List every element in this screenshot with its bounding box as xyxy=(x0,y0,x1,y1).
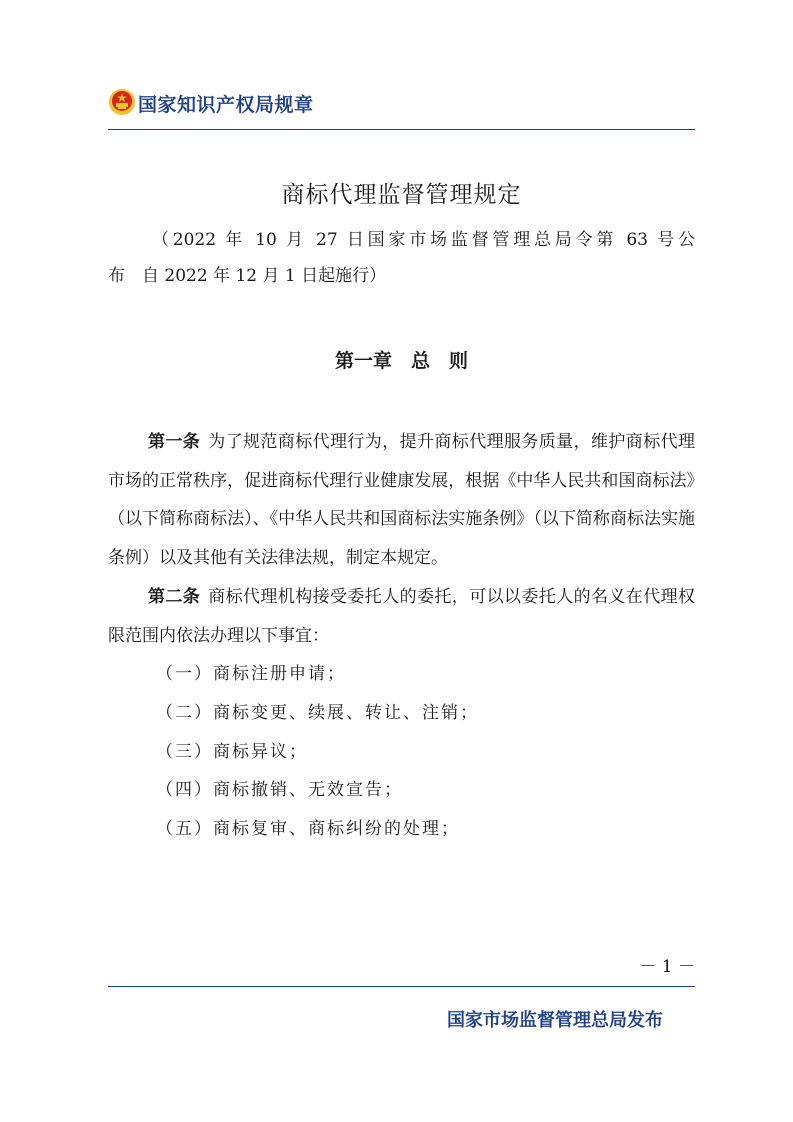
article-text: 商标代理机构接受委托人的委托，可以以委托人的名义在代理权限范围内依法办理以下事宜： xyxy=(108,586,696,646)
document-body xyxy=(108,423,695,849)
article-label: 第二条 xyxy=(148,586,201,607)
chapter-heading: 第一章 总 则 xyxy=(334,350,468,372)
footer-divider xyxy=(108,986,695,987)
header xyxy=(108,84,695,130)
list-item: （四）商标撤销、无效宣告； xyxy=(156,780,403,801)
article-label: 第一条 xyxy=(148,432,201,452)
list-item: （一）商标注册申请； xyxy=(156,664,346,685)
subtitle-line-1: （2022 年 10 月 27 日国家市场监督管理总局令第 63 号公 xyxy=(152,230,695,250)
footer-publisher: 国家市场监督管理总局发布 xyxy=(447,1010,663,1031)
header-divider xyxy=(108,129,695,130)
list-item: （二）商标变更、续展、转让、注销； xyxy=(156,702,479,723)
list-item: （五）商标复审、商标纠纷的处理； xyxy=(156,819,460,840)
article-text: 为了规范商标代理行为，提升商标代理服务质量，维护商标代理市场的正常秩序，促进商标代理行业健康发展，根据《中华人民共和国商标法》（以下简称商标法）、《中华人民共和国商标法实施条例》（以下简称商标法实施条例）以及其他有关法律法规，制定本规定。 xyxy=(108,432,696,569)
header-title: 国家知识产权局规章 xyxy=(138,94,314,116)
document-subtitle xyxy=(108,222,695,294)
article-2 xyxy=(108,578,695,655)
page-number: － 1 － xyxy=(639,957,695,977)
subtitle-line-2: 布 自 2022 年 12 月 1 日起施行） xyxy=(108,266,387,286)
article-1 xyxy=(108,423,695,578)
document-title: 商标代理监督管理规定 xyxy=(281,182,522,208)
national-emblem-icon xyxy=(108,88,136,116)
list-item: （三）商标异议； xyxy=(156,741,308,762)
